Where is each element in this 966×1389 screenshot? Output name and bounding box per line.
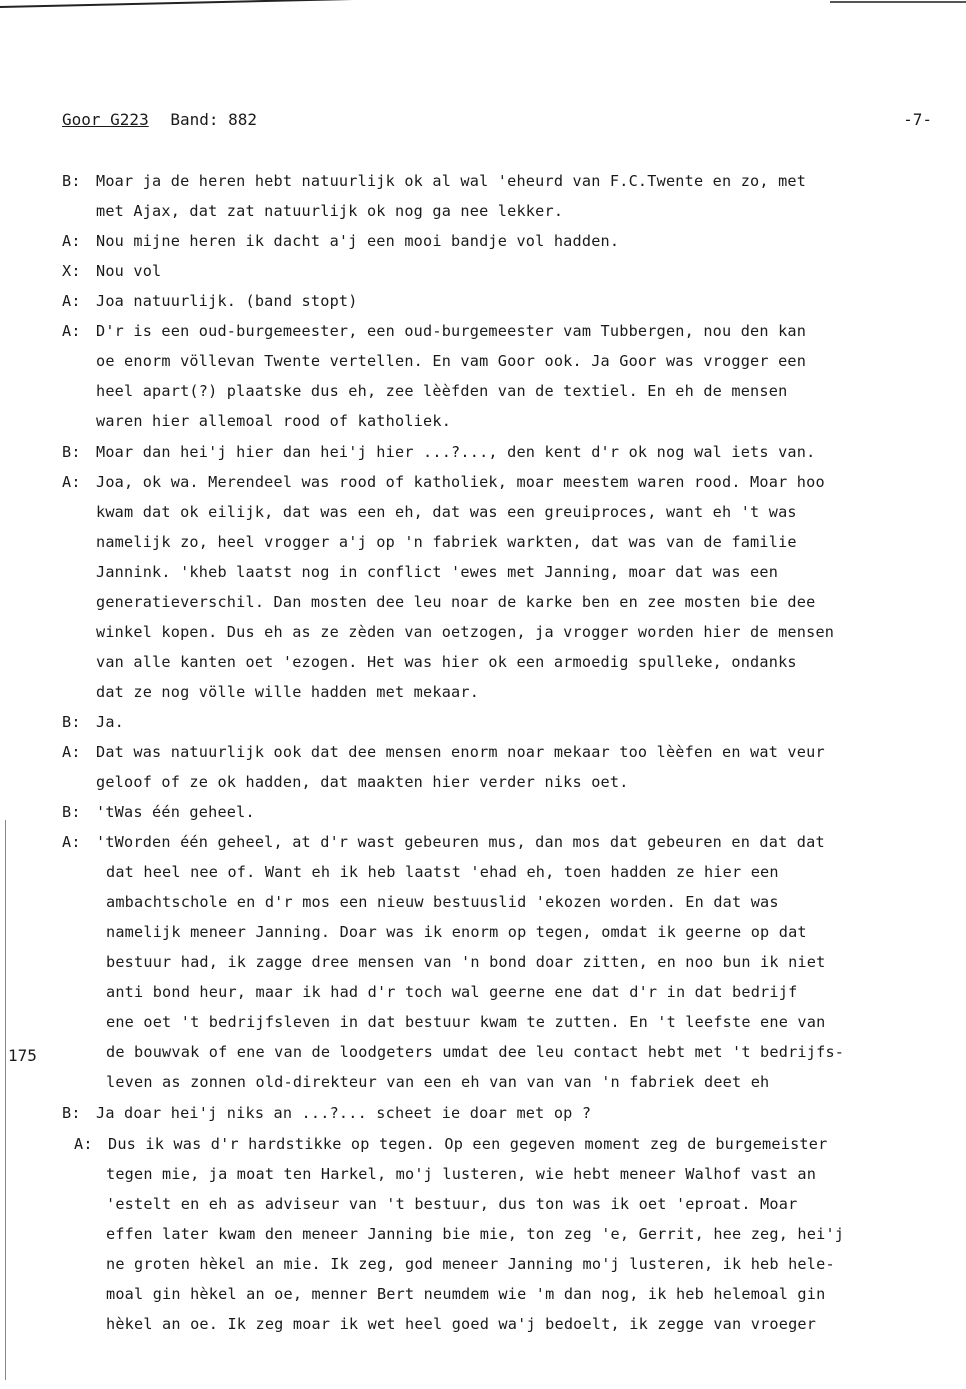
transcript-text: bestuur had, ik zagge dree mensen van 'n bond doar zitten, en noo bun ik niet: [106, 953, 826, 971]
transcript-text: anti bond heur, maar ik had d'r toch wal geerne ene dat d'r in dat bedrijf: [106, 983, 798, 1001]
transcript-text: van alle kanten oet 'ezogen. Het was hier ok een armoedig spulleke, ondanks: [96, 653, 797, 671]
transcript-text: dat ze nog völle wille hadden met mekaar.: [96, 683, 480, 701]
transcript-text: ambachtschole en d'r mos een nieuw bestuuslid 'ekozen worden. En dat was: [106, 893, 779, 911]
transcript-text: hèkel an oe. Ik zeg moar ik wet heel goed wa'j bedoelt, ik zegge van vroeger: [106, 1315, 817, 1333]
transcript-text: Joa, ok wa. Merendeel was rood of katholiek, moar meestem waren rood. Moar hoo: [96, 473, 825, 491]
transcript-text: oe enorm völlevan Twente vertellen. En vam Goor ook. Ja Goor was vrogger een: [96, 352, 807, 370]
transcript-text: de bouwvak of ene van de loodgeters umdat dee leu contact hebt met 't bedrijfs-: [106, 1043, 845, 1061]
transcript-text: moal gin hèkel an oe, menner Bert neumdem wie 'm dan nog, ik heb helemoal gin: [106, 1285, 826, 1303]
transcript-text: winkel kopen. Dus eh as ze zèden van oetzogen, ja vrogger worden hier de mensen: [96, 623, 835, 641]
transcript-text: geloof of ze ok hadden, dat maakten hier verder niks oet.: [96, 773, 629, 791]
transcript-text: Jannink. 'kheb laatst nog in conflict 'ewes met Janning, moar dat was een: [96, 563, 779, 581]
transcript-text: Ja.: [96, 713, 125, 731]
transcript-text: Dus ik was d'r hardstikke op tegen. Op een gegeven moment zeg de burgemeister: [108, 1135, 828, 1153]
speaker-label: A:: [62, 743, 81, 761]
transcript-text: tegen mie, ja moat ten Harkel, mo'j lusteren, wie hebt meneer Walhof vast an: [106, 1165, 817, 1183]
transcript-text: Nou vol: [96, 262, 162, 280]
speaker-label: A:: [62, 232, 81, 250]
transcript-text: effen later kwam den meneer Janning bie mie, ton zeg 'e, Gerrit, hee zeg, hei'j: [106, 1225, 845, 1243]
transcript-text: dat heel nee of. Want eh ik heb laatst 'ehad eh, toen hadden ze hier een: [106, 863, 779, 881]
transcript-text: Joa natuurlijk. (band stopt): [96, 292, 358, 310]
transcript-text: 'tWorden één geheel, at d'r wast gebeuren mus, dan mos dat gebeuren en dat dat: [96, 833, 825, 851]
speaker-label: X:: [62, 262, 81, 280]
speaker-label: A:: [62, 292, 81, 310]
transcript-text: ne groten hèkel an mie. Ik zeg, god meneer Janning mo'j lusteren, ik heb hele-: [106, 1255, 835, 1273]
speaker-label: B:: [62, 713, 81, 731]
speaker-label: A:: [62, 833, 81, 851]
speaker-label: A:: [74, 1135, 93, 1153]
page-number: -7-: [903, 110, 932, 129]
scan-artifact-line: [0, 0, 470, 8]
scan-margin-rule: [5, 820, 6, 1380]
transcript-text: 'tWas één geheel.: [96, 803, 255, 821]
transcript-text: kwam dat ok eilijk, dat was een eh, dat was een greuiproces, want eh 't was: [96, 503, 797, 521]
transcript-text: met Ajax, dat zat natuurlijk ok nog ga nee lekker.: [96, 202, 564, 220]
transcript-text: Moar ja de heren hebt natuurlijk ok al wal 'eheurd van F.C.Twente en zo, met: [96, 172, 807, 190]
transcript-text: Ja doar hei'j niks an ...?... scheet ie doar met op ?: [96, 1104, 592, 1122]
transcript-text: namelijk zo, heel vrogger a'j op 'n fabriek warkten, dat was van de familie: [96, 533, 797, 551]
scan-artifact-line: [830, 1, 966, 3]
speaker-label: B:: [62, 803, 81, 821]
transcript-text: leven as zonnen old-direkteur van een eh van van van 'n fabriek deet eh: [106, 1073, 770, 1091]
margin-line-number: 175: [8, 1046, 37, 1065]
speaker-label: A:: [62, 473, 81, 491]
transcript-text: Dat was natuurlijk ook dat dee mensen enorm noar mekaar too lèèfen en wat veur: [96, 743, 825, 761]
speaker-label: A:: [62, 322, 81, 340]
transcript-text: generatieverschil. Dan mosten dee leu noar de karke ben en zee mosten bie dee: [96, 593, 816, 611]
transcript-text: ene oet 't bedrijfsleven in dat bestuur kwam te zutten. En 't leefste ene van: [106, 1013, 826, 1031]
transcript-text: heel apart(?) plaatske dus eh, zee lèèfden van de textiel. En eh de mensen: [96, 382, 788, 400]
transcript-text: Nou mijne heren ik dacht a'j een mooi bandje vol hadden.: [96, 232, 620, 250]
transcript-text: 'estelt en eh as adviseur van 't bestuur, dus ton was ik oet 'eproat. Moar: [106, 1195, 798, 1213]
speaker-label: B:: [62, 172, 81, 190]
speaker-label: B:: [62, 443, 81, 461]
document-code: Goor G223: [62, 110, 149, 129]
transcript-text: namelijk meneer Janning. Doar was ik enorm op tegen, omdat ik geerne op dat: [106, 923, 807, 941]
transcript-text: Moar dan hei'j hier dan hei'j hier ...?..., den kent d'r ok nog wal iets van.: [96, 443, 816, 461]
transcript-text: D'r is een oud-burgemeester, een oud-burgemeester vam Tubbergen, nou den kan: [96, 322, 807, 340]
speaker-label: B:: [62, 1104, 81, 1122]
page-header: [62, 110, 932, 134]
tape-number: Band: 882: [170, 110, 258, 129]
transcript-text: waren hier allemoal rood of katholiek.: [96, 412, 452, 430]
